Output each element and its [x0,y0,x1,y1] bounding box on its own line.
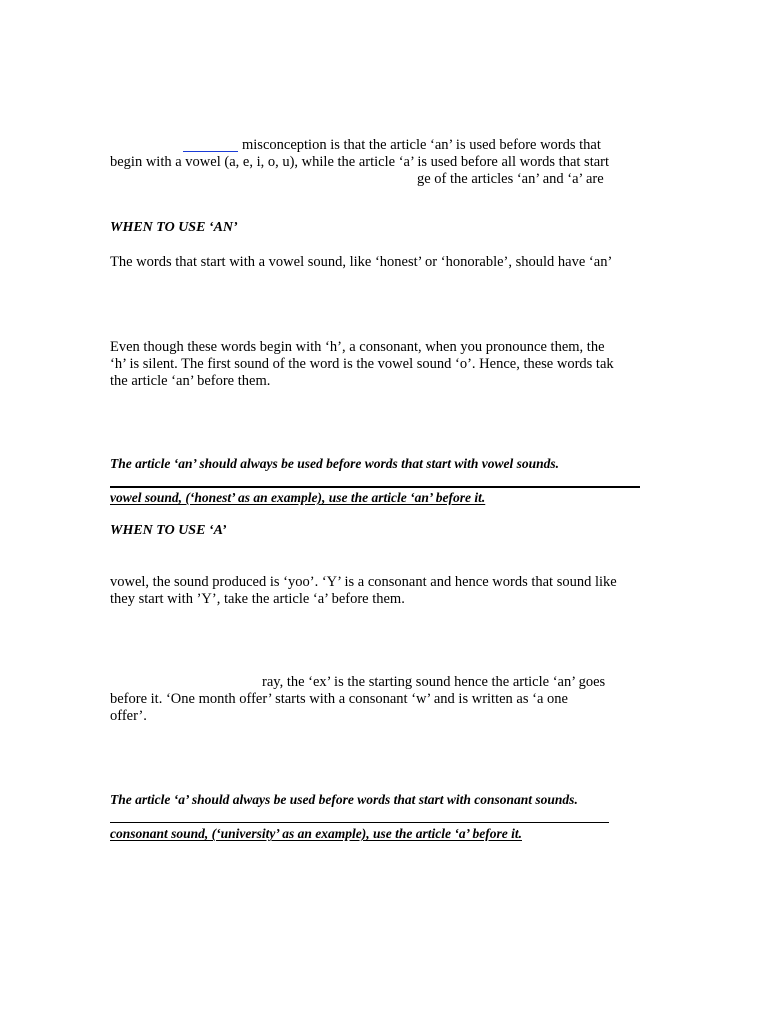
a-para-1-line-1: vowel, the sound produced is ‘yoo’. ‘Y’ is a consonant and hence words that sound like [110,574,617,590]
an-rule: The article ‘an’ should always be used before words that start with vowel sounds. [110,456,560,471]
an-para-1: The words that start with a vowel sound, like ‘honest’ or ‘honorable’, should have ‘an’ [110,254,613,270]
an-para-2-line-1: Even though these words begin with ‘h’, a consonant, when you pronounce them, the [110,339,605,355]
a-rule-continued: consonant sound, (‘university’ as an example), use the article ‘a’ before it. [110,826,522,841]
a-rule: The article ‘a’ should always be used before words that start with consonant sounds. [110,792,578,807]
a-para-2-line-2: before it. ‘One month offer’ starts with a consonant ‘w’ and is written as ‘a one [110,691,568,707]
hyperlink-blank[interactable] [183,151,238,152]
heading-when-to-use-an: WHEN TO USE ‘AN’ [110,220,238,235]
a-rule-divider [110,822,609,823]
an-rule-continued: vowel sound, (‘honest’ as an example), use the article ‘an’ before it. [110,490,486,505]
a-para-2-line-1: ray, the ‘ex’ is the starting sound hence the article ‘an’ goes [262,674,606,690]
a-para-1-line-2: they start with ’Y’, take the article ‘a’ before them. [110,591,405,607]
a-para-2-line-3: offer’. [110,708,147,724]
an-para-2-line-3: the article ‘an’ before them. [110,373,271,389]
intro-line-3: ge of the articles ‘an’ and ‘a’ are [417,171,604,187]
an-para-2-line-2: ‘h’ is silent. The first sound of the word is the vowel sound ‘o’. Hence, these words tak [110,356,614,372]
intro-line-1: misconception is that the article ‘an’ is used before words that [242,137,601,153]
an-rule-divider [110,486,640,488]
heading-when-to-use-a: WHEN TO USE ‘A’ [110,523,227,538]
intro-line-2: begin with a vowel (a, e, i, o, u), while the article ‘a’ is used before all words that start [110,154,610,170]
